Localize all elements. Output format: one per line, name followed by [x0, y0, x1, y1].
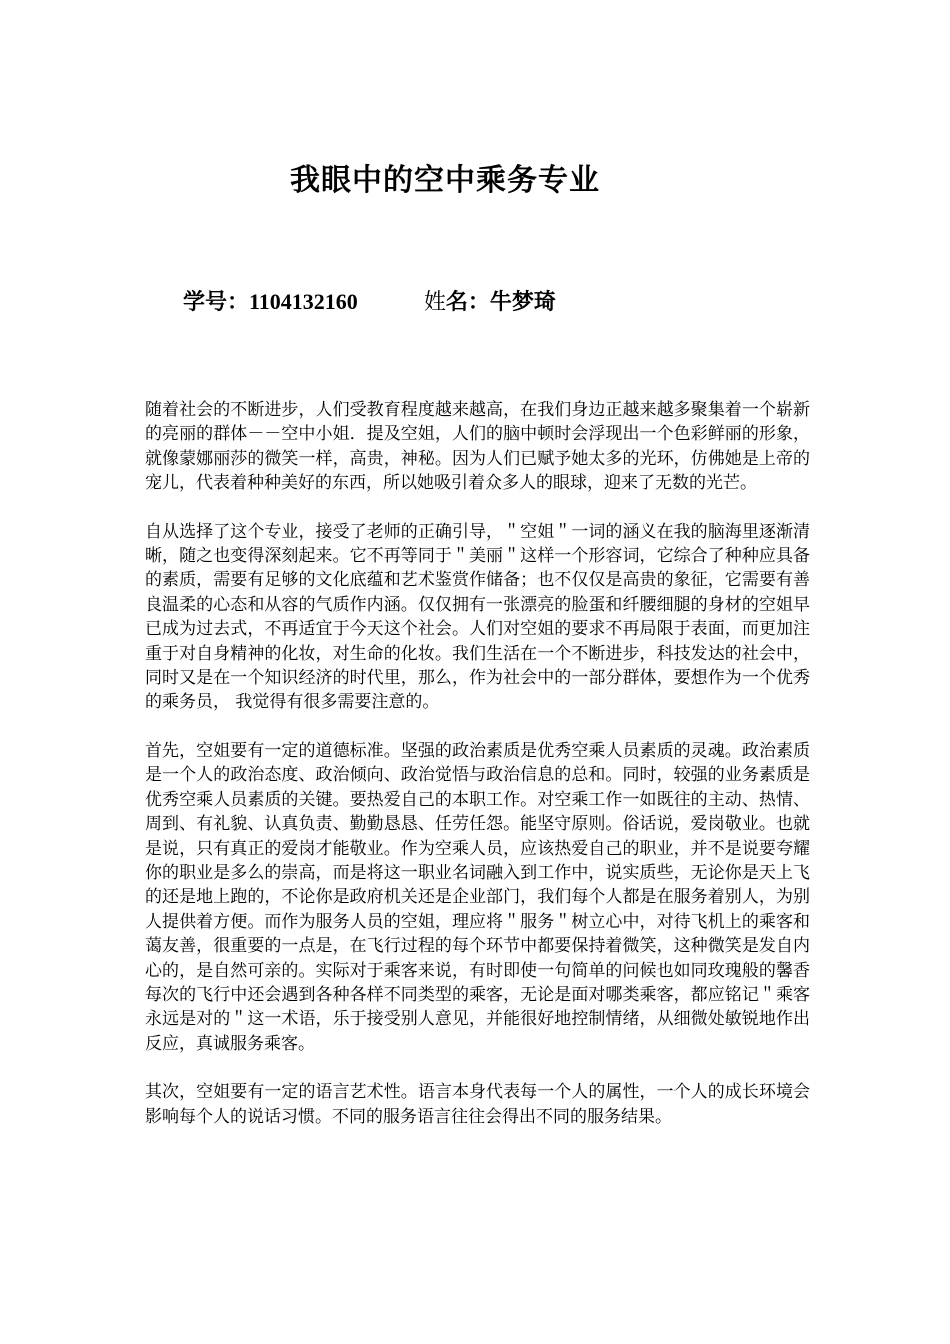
body-paragraph: 随着社会的不断进步，人们受教育程度越来越高，在我们身边正越来越多聚集着一个崭新的亮丽的群体－－空中小姐．提及空姐，人们的脑中顿时会浮现出一个色彩鲜丽的形象，就像蒙娜丽莎的微笑一样，高贵，神秘。因为人们已赋予她太多的光环，仿佛她是上帝的宠儿，代表着种种美好的东西，所以她吸引着众多人的眼球，迎来了无数的光芒。 [145, 400, 810, 494]
name-label: 姓 [423, 290, 446, 315]
name-label-rest: 名： [445, 289, 490, 315]
body-paragraph: 其次，空姐要有一定的语言艺术性。语言本身代表每一个人的属性，一个人的成长环境会影响每个人的说话习惯。不同的服务语言往往会得出不同的服务结果。 [145, 1082, 810, 1127]
body-paragraph: 自从选择了这个专业，接受了老师的正确引导，＂空姐＂一词的涵义在我的脑海里逐渐清晰，随之也变得深刻起来。它不再等同于＂美丽＂这样一个形容词，它综合了种种应具备的素质，需要有足够的文化底蕴和艺术鉴赏作储备；也不仅仅是高贵的象征，它需要有善良温柔的心态和从容的气质作内涵。仅仅拥有一张漂亮的脸蛋和纤腰细腿的身材的空姐早已成为过去式，不再适宜于今天这个社会。人们对空姐的要求不再局限于表面，而更加注重于对自身精神的化妆，对生命的化妆。我们生活在一个不断进步，科技发达的社会中，同时又是在一个知识经济的时代里，那么，作为社会中的一部分群体，要想作为一个优秀的乘务员， 我觉得有很多需要注意的。 [145, 521, 810, 713]
student-id-label: 学号： [183, 289, 250, 315]
document-body [145, 398, 810, 1153]
name-value: 牛梦琦 [489, 289, 556, 315]
body-paragraph: 首先，空姐要有一定的道德标准。坚强的政治素质是优秀空乘人员素质的灵魂。政治素质是一个人的政治态度、政治倾向、政治觉悟与政治信息的总和。同时，较强的业务素质是优秀空乘人员素质的关键。要热爱自己的本职工作。对空乘工作一如既往的主动、热情、周到、有礼貌、认真负责、勤勤恳恳、任劳任怨。能坚守原则。俗话说，爱岗敬业。也就是说，只有真正的爱岗才能敬业。作为空乘人员，应该热爱自己的职业，并不是说要夸耀你的职业是多么的崇高，而是将这一职业名词融入到工作中，说实质些，无论你是天上飞的还是地上跑的，不论你是政府机关还是企业部门，我们每个人都是在服务着别人，为别人提供着方便。而作为服务人员的空姐，理应将＂服务＂树立心中，对待飞机上的乘客和蔼友善，很重要的一点是，在飞行过程的每个环节中都要保持着微笑，这种微笑是发自内心的，是自然可亲的。实际对于乘客来说，有时即使一句简单的问候也如同玫瑰般的馨香每次的飞行中还会遇到各种各样不同类型的乘客，无论是面对哪类乘客，都应铭记＂乘客永远是对的＂这一术语，乐于接受别人意见，并能很好地控制情绪，从细微处敏锐地作出反应，真诚服务乘客。 [145, 740, 810, 1054]
author-info-line [183, 285, 556, 316]
document-title: 我眼中的空中乘务专业 [290, 163, 600, 198]
student-id-value: 1104132160 [249, 289, 358, 314]
